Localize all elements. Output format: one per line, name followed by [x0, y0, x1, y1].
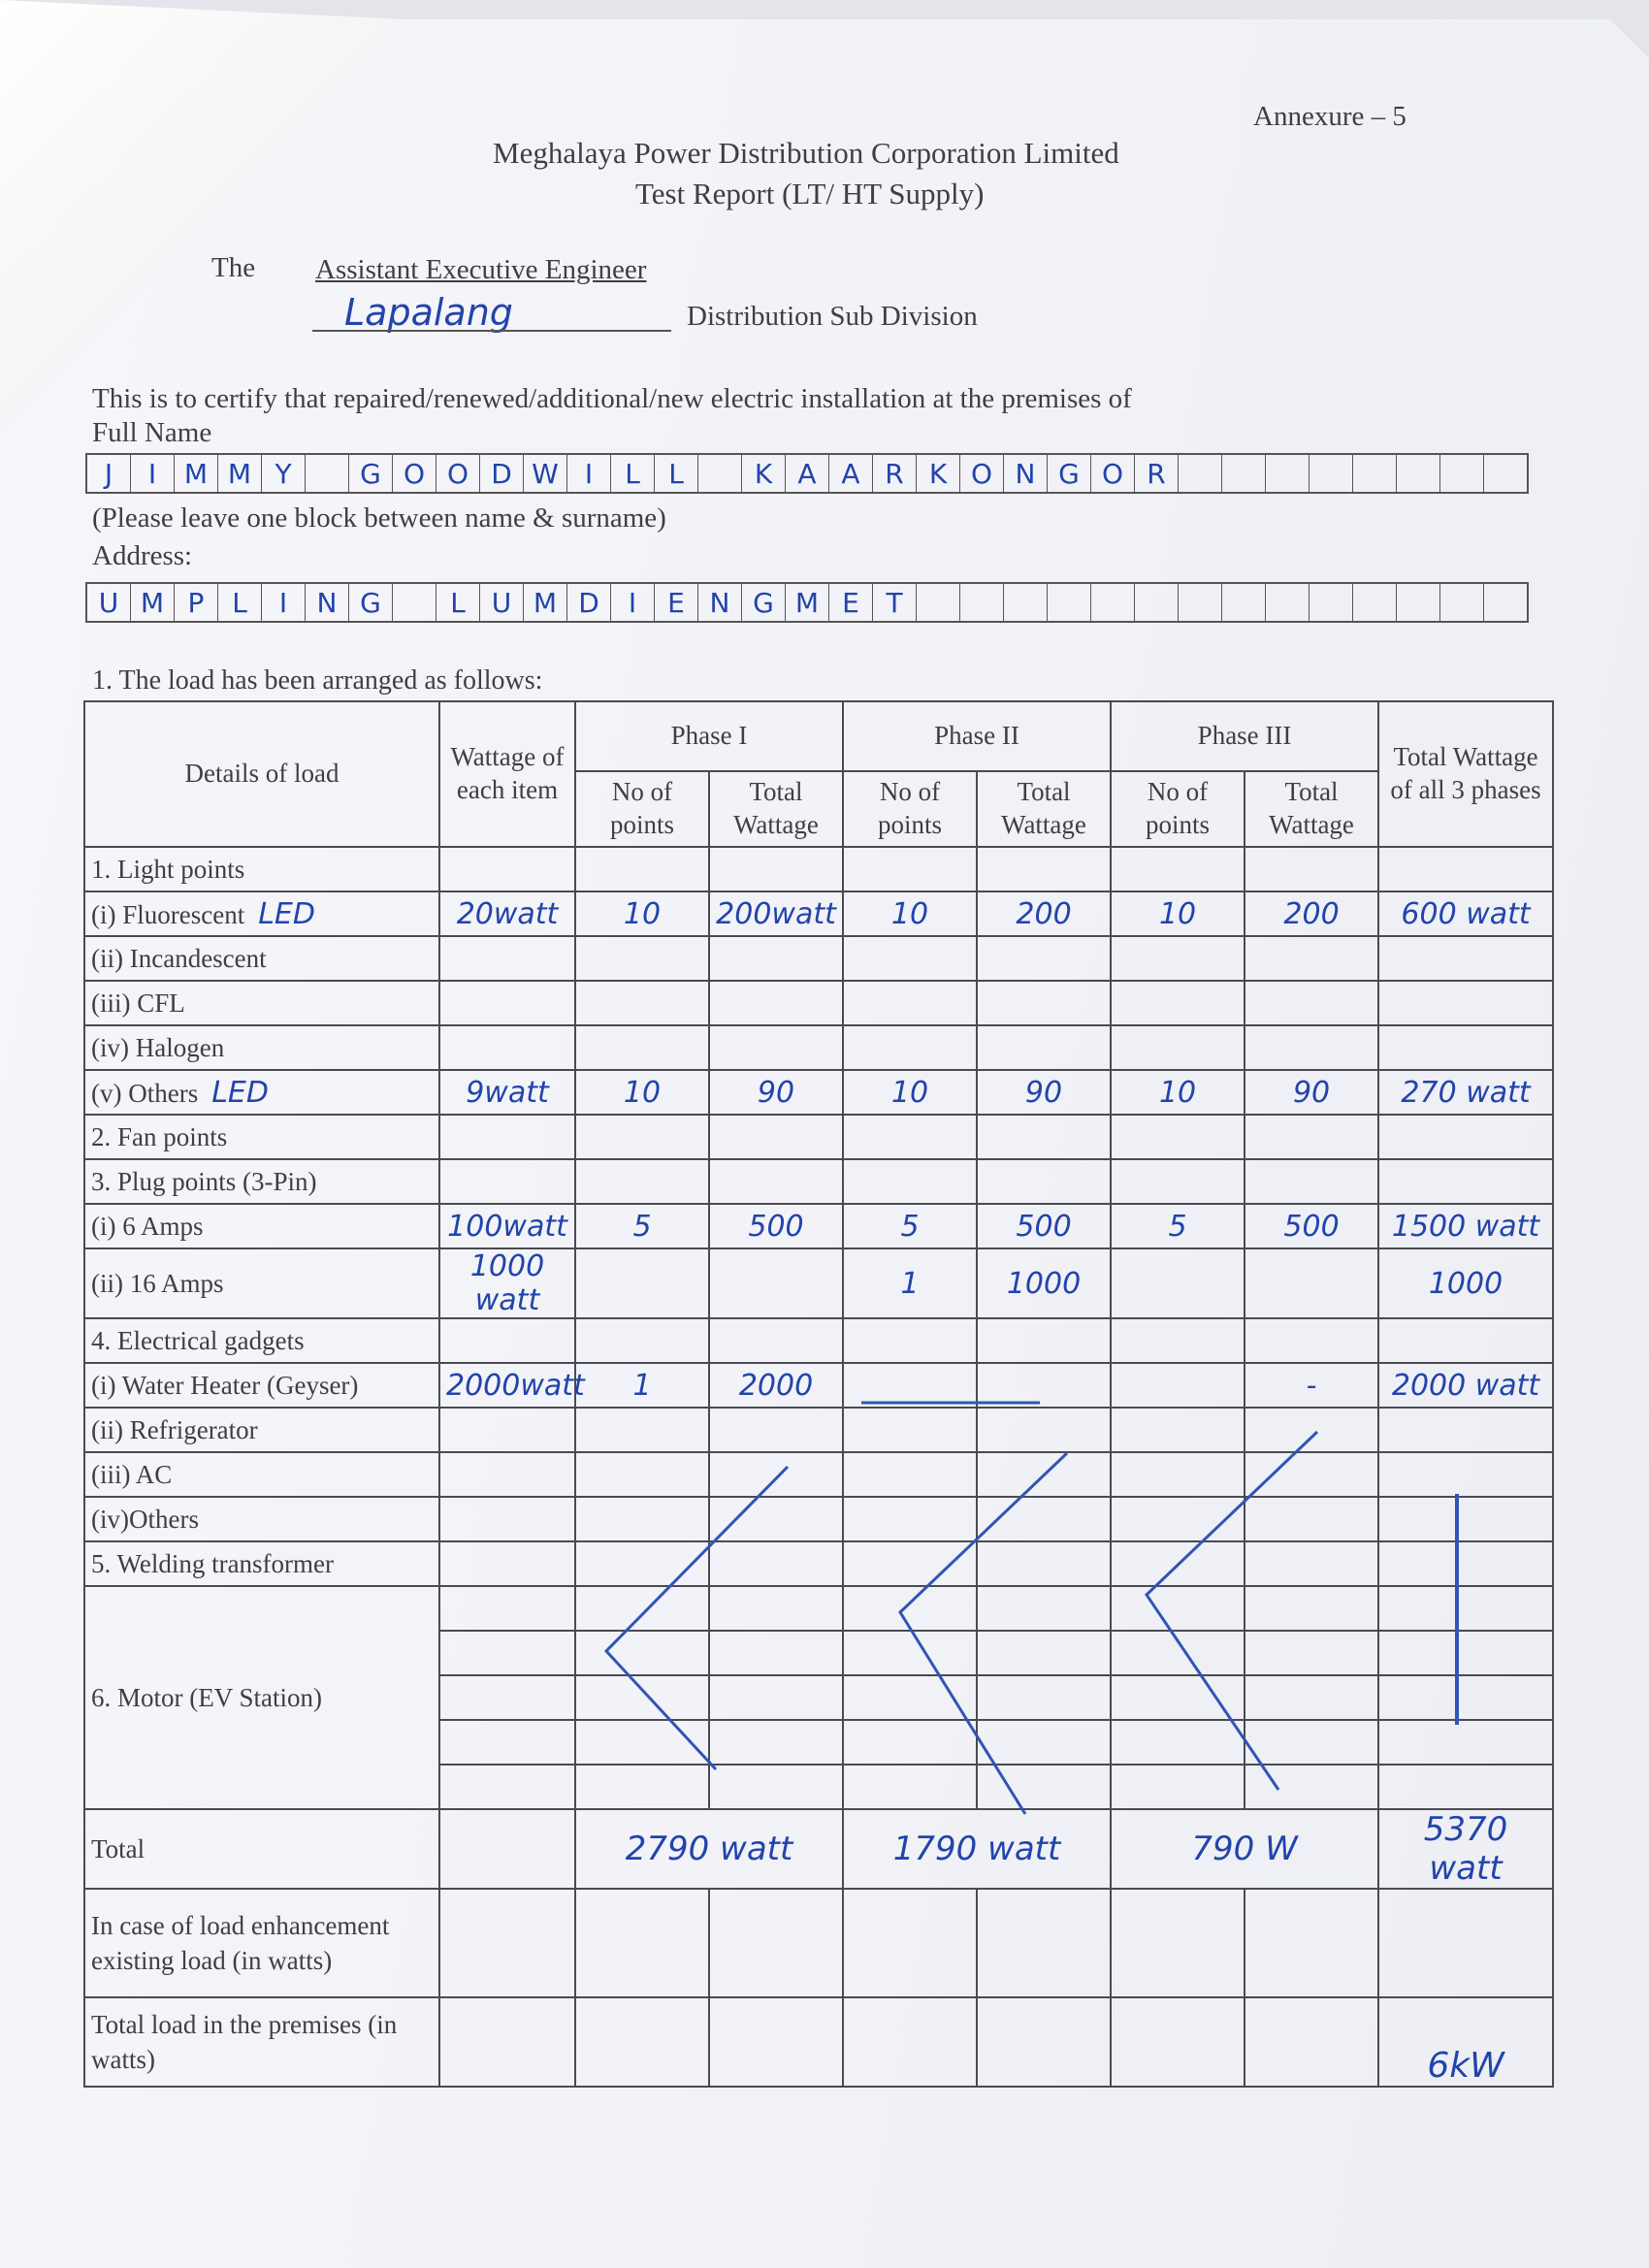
name-char-box: R [872, 455, 916, 492]
load-cell-value: 1500 watt [1391, 1209, 1540, 1244]
load-item-text: 4. Electrical gadgets [91, 1325, 305, 1355]
name-char-box: I [130, 455, 174, 492]
name-char-box: O [1090, 455, 1134, 492]
load-cell-value: 1 [632, 1368, 652, 1403]
load-cell-value: 2000watt [446, 1368, 585, 1403]
motor-label: 6. Motor (EV Station) [84, 1586, 439, 1809]
load-item-text: 3. Plug points (3-Pin) [91, 1166, 317, 1196]
header-wattage-each: Wattage of each item [439, 701, 575, 847]
load-cell-value: 10 [623, 896, 662, 931]
load-cell-value: 10 [890, 1075, 929, 1110]
name-char-box: M [174, 455, 217, 492]
header-phase3: Phase III [1111, 701, 1378, 771]
address-char-box: E [654, 584, 697, 621]
address-char-box: U [479, 584, 523, 621]
load-item-text: (ii) 16 Amps [91, 1268, 224, 1298]
address-char-box: U [98, 586, 119, 619]
subdivision-value: Lapalang [344, 291, 513, 334]
premises-label: Total load in the premises (in watts) [84, 1997, 439, 2087]
load-cell-value: 5 [1168, 1209, 1187, 1244]
header-details: Details of load [84, 701, 439, 847]
header-phase2: Phase II [843, 701, 1111, 771]
header-phase1: Phase I [575, 701, 843, 771]
header-p3-points: No of points [1111, 771, 1245, 847]
address-char-box: G [348, 584, 392, 621]
load-item-text: (i) 6 Amps [91, 1211, 204, 1241]
name-char-box: L [654, 455, 697, 492]
address-char-box: M [130, 584, 174, 621]
address-char-box: G [741, 584, 785, 621]
address-label: Address: [92, 540, 193, 571]
name-note: (Please leave one block between name & surname) [92, 502, 666, 534]
load-cell-value: 2000 watt [1391, 1368, 1540, 1403]
name-char-box: K [916, 455, 959, 492]
load-cell-value: 500 [1016, 1209, 1072, 1244]
load-item-text: (iv)Others [91, 1504, 199, 1534]
name-char-box: G [348, 455, 392, 492]
load-cell-value: 10 [1158, 1075, 1197, 1110]
load-cell-value: 1000 [1428, 1266, 1504, 1301]
address-char-box: L [436, 584, 479, 621]
name-char-box: L [610, 455, 654, 492]
load-cell-value: 20watt [456, 896, 559, 931]
load-cell-value: 1 [900, 1266, 920, 1301]
company-name: Meghalaya Power Distribution Corporation Limited [493, 136, 1119, 170]
load-item-text: (i) Water Heater (Geyser) [91, 1370, 359, 1400]
load-cell-value: - [1306, 1368, 1317, 1403]
load-item-text: (ii) Refrigerator [91, 1414, 258, 1444]
load-item-text: 2. Fan points [91, 1121, 228, 1151]
load-item-handwritten: LED [211, 1075, 269, 1110]
phase3-ditto-stroke [1147, 1432, 1317, 1790]
header-p2-points: No of points [843, 771, 977, 847]
address-char-box: M [523, 584, 566, 621]
load-item-text: (ii) Incandescent [91, 943, 267, 973]
load-cell-value: 10 [1158, 896, 1197, 931]
name-char-box: M [217, 455, 261, 492]
load-cell-value: 90 [1024, 1075, 1063, 1110]
load-item-text: 1. Light points [91, 854, 245, 884]
load-item-text: (i) Fluorescent [91, 899, 245, 929]
load-item-text: (iii) AC [91, 1459, 173, 1489]
load-item-text: (v) Others [91, 1078, 199, 1108]
total-label: Total [84, 1809, 439, 1889]
name-char-box: D [479, 455, 523, 492]
address-char-box: N [697, 584, 741, 621]
subdivision-label: Distribution Sub Division [687, 301, 978, 332]
load-cell-value: 600 watt [1401, 896, 1531, 931]
total-value: 5370 watt [1423, 1810, 1508, 1888]
addressee-to: The [211, 252, 256, 283]
name-char-box: O [392, 455, 436, 492]
header-p3-total: Total Wattage [1245, 771, 1378, 847]
name-char-box: J [104, 457, 113, 490]
address-char-box: L [217, 584, 261, 621]
header-p2-total: Total Wattage [977, 771, 1111, 847]
load-cell-value: 5 [900, 1209, 920, 1244]
name-char-box: N [1003, 455, 1047, 492]
load-cell-value: 10 [890, 896, 929, 931]
address-char-box: E [828, 584, 872, 621]
load-item-text: 5. Welding transformer [91, 1548, 335, 1578]
total-value: 2790 watt [625, 1830, 793, 1868]
total-value: 790 W [1191, 1830, 1298, 1868]
load-cell-value: 1000 watt [469, 1249, 545, 1317]
load-cell-value: 200 [1016, 896, 1072, 931]
name-char-box: G [1047, 455, 1090, 492]
annexure-label: Annexure – 5 [1253, 101, 1406, 132]
load-cell-value: 1000 [1006, 1266, 1082, 1301]
certify-text: This is to certify that repaired/renewed/additional/new electric installation at the premises of [92, 383, 1132, 414]
name-char-box: A [828, 455, 872, 492]
load-cell-value: 90 [757, 1075, 795, 1110]
name-char-box: I [566, 455, 610, 492]
load-cell-value: 9watt [466, 1075, 549, 1110]
phase1-ditto-stroke [606, 1467, 788, 1769]
address-char-box: I [610, 584, 654, 621]
full-name-label: Full Name [92, 417, 212, 448]
header-total-all: Total Wattage of all 3 phases [1378, 701, 1553, 847]
name-char-box: Y [261, 455, 305, 492]
load-cell-value: 90 [1292, 1075, 1331, 1110]
name-char-box: A [785, 455, 828, 492]
load-cell-value: 200watt [716, 896, 836, 931]
address-char-box: P [174, 584, 217, 621]
load-cell-value: 100watt [447, 1209, 567, 1244]
load-cell-value: 200 [1283, 896, 1340, 931]
name-char-box: O [436, 455, 479, 492]
address-char-box: I [261, 584, 305, 621]
total-value: 1790 watt [892, 1830, 1061, 1868]
address-char-box: M [785, 584, 828, 621]
report-title: Test Report (LT/ HT Supply) [635, 177, 985, 211]
name-char-box: O [959, 455, 1003, 492]
load-item-text: (iv) Halogen [91, 1032, 225, 1062]
name-char-box: K [741, 455, 785, 492]
load-cell-value: 270 watt [1401, 1075, 1531, 1110]
load-item-text: (iii) CFL [91, 988, 185, 1018]
premises-total-value: 6kW [1427, 2046, 1504, 2086]
phase2-ditto-stroke [900, 1453, 1067, 1814]
address-char-box: T [872, 584, 916, 621]
enhancement-label: In case of load enhancement existing load (in watts) [84, 1889, 439, 1997]
load-cell-value: 5 [632, 1209, 652, 1244]
header-p1-total: Total Wattage [709, 771, 843, 847]
load-section-title: 1. The load has been arranged as follows: [92, 665, 543, 696]
address-char-box: D [566, 584, 610, 621]
load-cell-value: 2000 [738, 1368, 814, 1403]
load-cell-value: 10 [623, 1075, 662, 1110]
addressee-designation: Assistant Executive Engineer [315, 254, 647, 285]
load-cell-value: 500 [1283, 1209, 1340, 1244]
header-p1-points: No of points [575, 771, 709, 847]
address-char-box: N [305, 584, 348, 621]
name-char-box: R [1134, 455, 1178, 492]
name-char-box: W [523, 455, 566, 492]
load-item-handwritten: LED [258, 896, 315, 931]
load-cell-value: 500 [748, 1209, 804, 1244]
